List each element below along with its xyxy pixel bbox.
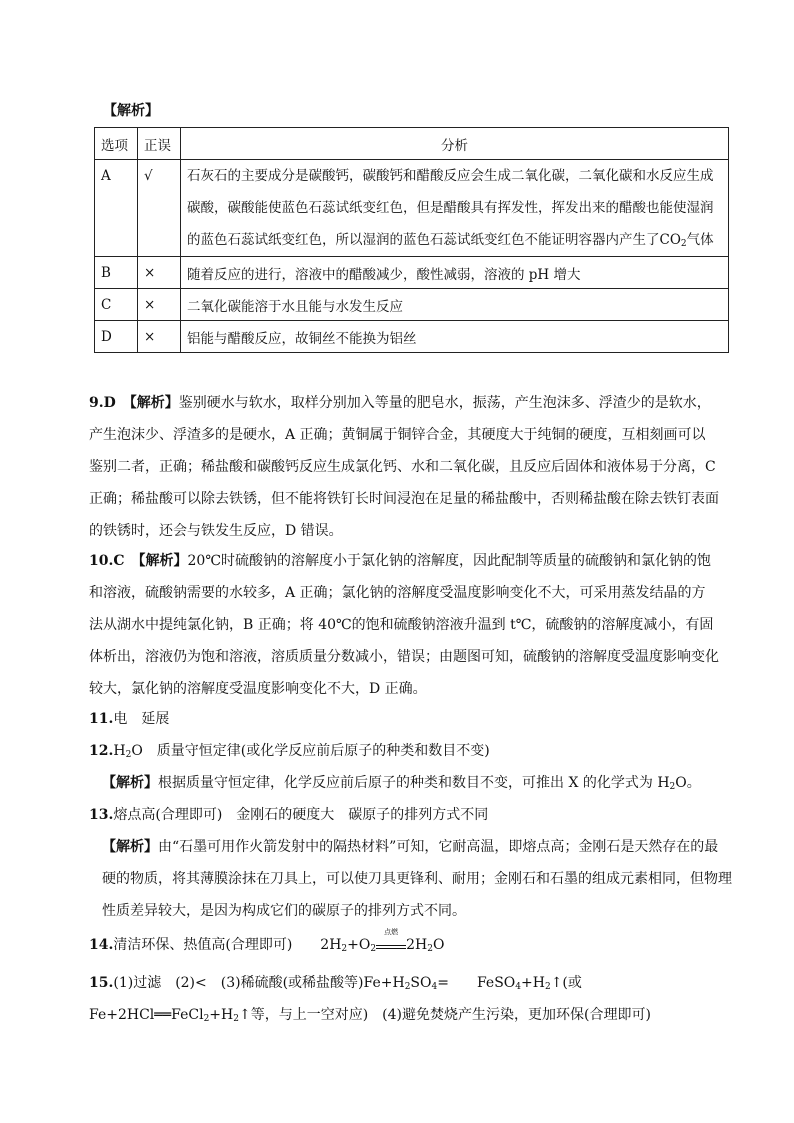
question-10-answer: 10.C 【解析】20℃时硫酸钠的溶解度小于氯化钠的溶解度，因此配制等质量的硫酸钠和氯化钠的饱和溶液，硫酸钠需要的水较多，A 正确；氯化钠的溶解度受温度影响变化不大，可采用蒸发结晶的方法从湖水中提纯氯化钠，B 正确；将 40℃的饱和硫酸钠溶液升温到 t℃，硫酸钠的溶解度减小，有固体析出，溶液仍为饱和溶液，溶质质量分数减小，错误；由题图可知，硫酸钠的溶解度受温度影响变化较大，氯化钠的溶解度受温度影响变化不大，D 正确。 (89, 553, 719, 697)
analysis-heading: 【解析】 (103, 103, 159, 119)
option-cell: A (95, 160, 138, 257)
analysis-cell: 石灰石的主要成分是碳酸钙，碳酸钙和醋酸反应会生成二氧化碳，二氧化碳和水反应生成碳酸，碳酸能使蓝色石蕊试纸变红色，但是醋酸具有挥发性，挥发出来的醋酸也能使湿润的蓝色石蕊试纸变红色，所以湿润的蓝色石蕊试纸变红色不能证明容器内产生了$CO_2$气体 (181, 160, 729, 257)
mark-cell: × (138, 257, 181, 289)
question-13-answer: 13.熔点高(合理即可) 金刚石的硬度大 碳原子的排列方式不同 (89, 807, 489, 823)
question-12-analysis: 【解析】根据质量守恒定律，化学反应前后原子的种类和数目不变，可推出 X 的化学式为 $H_2O$。 (102, 775, 701, 792)
combustion-equation: $2H_2+O_2$ 点燃 $2H_2O$ (320, 928, 445, 954)
table-row (95, 289, 729, 321)
analysis-cell: 铝能与醋酸反应，故铜丝不能换为铝丝 (181, 321, 729, 353)
table-row (95, 257, 729, 289)
question-14-answer: 14.清洁环保、热值高(合理即可) $2H_2+O_2$ 点燃 $2H_2O$ (89, 928, 445, 954)
question-15-answer: 15.(1)过滤 (2)< (3)稀硫酸(或稀盐酸等)$Fe+H_2SO_4=$ $FeSO_4+H_2↑$(或 $Fe+2HCl══FeCl_2+H_2↑$等，与上一空对应) (4)避免焚烧产生污染，更加环保(合理即可) (89, 975, 651, 1024)
mark-cell: × (138, 321, 181, 353)
header-mark: 正误 (138, 128, 181, 160)
question-13-analysis: 【解析】由“石墨可用作火箭发射中的隔热材料”可知，它耐高温，即熔点高；金刚石是天然存在的最硬的物质，将其薄膜涂抹在刀具上，可以使刀具更锋利、耐用；金刚石和石墨的组成元素相同，但物理性质差异较大，是因为构成它们的碳原子的排列方式不同。 (102, 839, 732, 919)
analysis-cell: 二氧化碳能溶于水且能与水发生反应 (181, 289, 729, 321)
header-option: 选项 (95, 128, 138, 160)
table-header-row (95, 128, 729, 160)
option-cell: D (95, 321, 138, 353)
question-9-answer: 9.D 【解析】鉴别硬水与软水，取样分别加入等量的肥皂水，振荡，产生泡沫多、浮渣少的是软水，产生泡沫少、浮渣多的是硬水，A 正确；黄铜属于铜锌合金，其硬度大于纯铜的硬度，互相刻画可以鉴别二者，正确；稀盐酸和碳酸钙反应生成氯化钙、水和二氧化碳，且反应后固体和液体易于分离，C 正确；稀盐酸可以除去铁锈，但不能将铁钉长时间浸泡在足量的稀盐酸中，否则稀盐酸在除去铁钉表面的铁锈时，还会与铁发生反应，D 错误。 (89, 395, 719, 539)
analysis-cell: 随着反应的进行，溶液中的醋酸减少，酸性减弱，溶液的 pH 增大 (181, 257, 729, 289)
option-cell: B (95, 257, 138, 289)
header-analysis: 分析 (181, 128, 729, 160)
table-row (95, 321, 729, 353)
question-12-answer: $12.H_2O$ 质量守恒定律(或化学反应前后原子的种类和数目不变) (89, 743, 490, 760)
analysis-table (94, 127, 729, 353)
option-cell: C (95, 289, 138, 321)
reaction-condition: 点燃 (376, 935, 406, 949)
mark-cell: × (138, 289, 181, 321)
question-11-answer: 11.电 延展 (89, 711, 170, 727)
table-row (95, 160, 729, 257)
mark-cell: √ (138, 160, 181, 257)
